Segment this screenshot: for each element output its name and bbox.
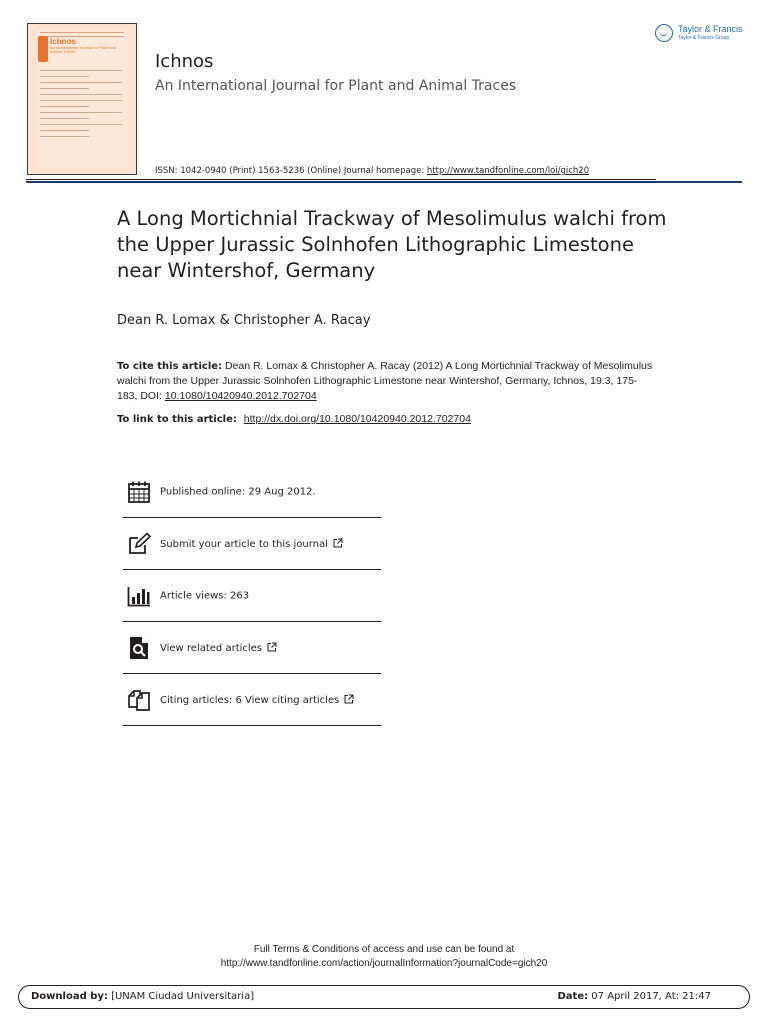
journal-homepage-link[interactable]: http://www.tandfonline.com/loi/gich20 bbox=[426, 166, 590, 176]
published-date: Published online: 29 Aug 2012. bbox=[160, 486, 316, 497]
submit-article-label: Submit your article to this journal bbox=[160, 538, 328, 550]
cover-contents-lines bbox=[40, 70, 122, 142]
download-date-label: Date: bbox=[557, 991, 589, 1002]
header-divider-thin bbox=[26, 179, 656, 180]
download-info-bar bbox=[18, 985, 750, 1009]
info-row-citing[interactable] bbox=[123, 674, 381, 726]
calendar-icon bbox=[127, 480, 151, 504]
terms-url-link[interactable]: http://www.tandfonline.com/action/journalInformation?journalCode=gich20 bbox=[220, 958, 548, 969]
edit-icon bbox=[127, 532, 151, 556]
terms-line-1: Full Terms & Conditions of access and use can be found at bbox=[253, 944, 515, 955]
article-link-label: To link to this article: bbox=[117, 414, 237, 425]
download-date-value: 07 April 2017, At: 21:47 bbox=[591, 991, 711, 1002]
cover-subtitle: An International Journal for Plant and Animal Traces bbox=[50, 45, 117, 54]
publisher-logo-icon bbox=[655, 24, 673, 42]
citation-block bbox=[117, 359, 657, 404]
article-info-list bbox=[123, 466, 381, 726]
issn-text: ISSN: 1042-0940 (Print) 1563-5236 (Online) Journal homepage: bbox=[155, 166, 427, 176]
citation-doi-link[interactable]: 10.1080/10420940.2012.702704 bbox=[164, 390, 317, 402]
header-divider-thick bbox=[26, 181, 742, 183]
info-row-related[interactable] bbox=[123, 622, 381, 674]
submit-article-link[interactable] bbox=[160, 538, 343, 550]
external-link-icon bbox=[333, 538, 343, 548]
journal-cover-image bbox=[27, 23, 137, 175]
cover-logo-icon bbox=[38, 36, 48, 62]
download-by bbox=[31, 991, 254, 1002]
related-articles-label: View related articles bbox=[160, 642, 263, 654]
bar-chart-icon bbox=[127, 584, 151, 608]
download-by-label: Download by: bbox=[31, 991, 108, 1002]
download-by-value: [UNAM Ciudad Universitaria] bbox=[111, 991, 255, 1002]
document-search-icon bbox=[127, 636, 151, 660]
info-row-views bbox=[123, 570, 381, 622]
external-link-icon bbox=[344, 694, 354, 704]
citing-articles-link[interactable] bbox=[160, 694, 354, 706]
journal-full-title: An International Journal for Plant and Animal Traces bbox=[155, 78, 517, 94]
citing-articles-label: Citing articles: 6 View citing articles bbox=[160, 694, 340, 706]
publisher-name: Taylor & Francis bbox=[678, 24, 743, 34]
cover-title: Ichnos bbox=[50, 37, 76, 46]
citation-text: Dean R. Lomax & Christopher A. Racay (2012) A Long Mortichnial Trackway of Mesolimulus walchi from the Upper Jurassic Solnhofen Lithographic Limestone near Wintershof, Germany, Ichnos, 19:3, 175-183, DOI: bbox=[117, 360, 653, 402]
article-link-block bbox=[117, 413, 471, 425]
related-articles-link[interactable] bbox=[160, 642, 277, 654]
issn-line bbox=[155, 166, 589, 176]
article-views: Article views: 263 bbox=[160, 590, 250, 601]
journal-name: Ichnos bbox=[155, 51, 214, 72]
cover-inner bbox=[36, 30, 128, 168]
terms-and-conditions bbox=[0, 943, 768, 971]
info-row-published bbox=[123, 466, 381, 518]
download-date bbox=[557, 991, 711, 1002]
citation-label: To cite this article: bbox=[117, 361, 223, 372]
publisher-group: Taylor & Francis Group bbox=[678, 35, 730, 41]
article-authors: Dean R. Lomax & Christopher A. Racay bbox=[117, 313, 371, 328]
citing-documents-icon bbox=[127, 688, 151, 712]
external-link-icon bbox=[267, 642, 277, 652]
info-row-submit[interactable] bbox=[123, 518, 381, 570]
article-doi-url-link[interactable]: http://dx.doi.org/10.1080/10420940.2012.702704 bbox=[243, 413, 471, 425]
article-title: A Long Mortichnial Trackway of Mesolimulus walchi from the Upper Jurassic Solnhofen Lithographic Limestone near Wintershof, Germany bbox=[117, 207, 667, 282]
